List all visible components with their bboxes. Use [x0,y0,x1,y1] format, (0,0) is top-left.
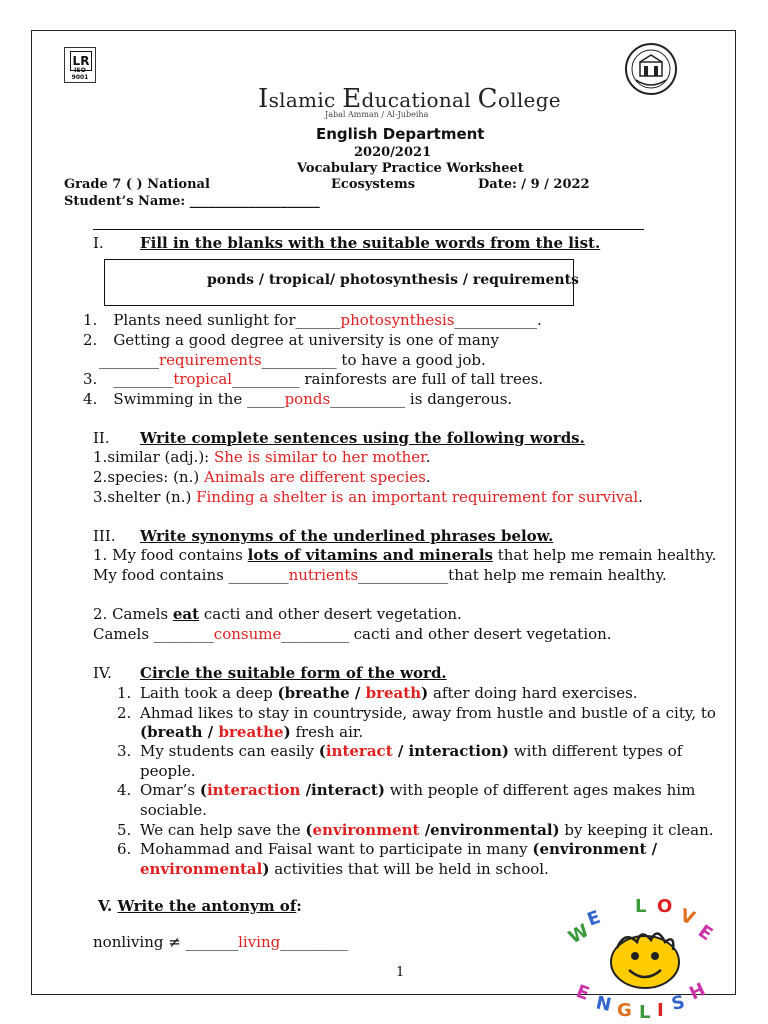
sticker-letter-e2: E [694,920,717,946]
s4-item-5-num: 5. [117,821,132,839]
sticker-letter-l: L [635,896,647,917]
s4-item-5: We can help save the (environment /environmental) by keeping it clean. [140,821,714,839]
s2-item-3: 3.shelter (n.) Finding a shelter is an important requirement for survival. [93,488,643,506]
s4-item-3-num: 3. [117,742,132,760]
s2-item-2: 2.species: (n.) Animals are different species. [93,468,431,486]
s2-item-1: 1.similar (adj.): She is similar to her mother. [93,448,431,466]
student-name-field: Student’s Name: ____________________ [64,194,320,209]
s1-item-4: 4. Swimming in the _____ponds__________ is dangerous. [83,390,513,408]
s4-item-6: Mohammad and Faisal want to participate in many (environment / [140,840,658,858]
sticker-letter-o: O [657,896,673,917]
department-title: English Department [316,125,485,143]
section-3-number: III. [93,527,116,545]
s1-item-3: 3. ________tropical_________ rainforests are full of tall trees. [83,370,544,388]
sticker-letter-s: S [669,991,687,1015]
word-list-box [104,259,579,306]
topic-label: Ecosystems [331,177,416,192]
section-4-title: Circle the suitable form of the word. [140,664,447,682]
section-1-number: I. [93,234,104,252]
academic-year: 2020/2021 [354,145,432,160]
we-love-english-sticker-icon [565,890,725,1020]
sticker-letter-e: E [584,906,604,931]
sticker-letter-v: V [677,904,698,930]
sticker-letter-e3: E [573,980,593,1005]
s4-item-2-cont: (breath / breathe) fresh air. [140,723,364,741]
sticker-letter-i: I [657,1000,664,1020]
s4-item-6-num: 6. [117,840,132,858]
sticker-letter-n: N [593,992,614,1017]
s5-question: nonliving ≠ _______living_________ [93,933,348,951]
sticker-letter-l2: L [639,1002,651,1020]
sticker-letter-w: W [565,920,593,949]
sticker-letter-h: H [686,979,709,1005]
s4-item-2-num: 2. [117,704,132,722]
grade-label: Grade 7 ( ) National [64,177,210,192]
college-name: Islamic Educational College [258,84,561,114]
s4-item-3: My students can easily (interact / interaction) with different types of [140,742,683,760]
word-list: ponds / tropical/ photosynthesis / requirements [207,272,579,288]
date-label: Date: / 9 / 2022 [478,177,590,192]
s4-item-2: Ahmad likes to stay in countryside, away from hustle and bustle of a city, to [140,704,716,722]
page-number: 1 [396,965,405,980]
s3-answer-1: My food contains ________nutrients____________that help me remain healthy. [93,566,667,584]
s3-question-2: 2. Camels eat cacti and other desert vegetation. [93,605,462,623]
s4-item-4-num: 4. [117,781,132,799]
iso-logo-mark: LR [70,51,92,71]
section-4-number: IV. [93,664,112,682]
worksheet-title: Vocabulary Practice Worksheet [297,161,524,176]
college-location: Jabal Amman / Al-Jubeiha [325,110,429,119]
s4-item-4: Omar’s (interaction /interact) with people of different ages makes him [140,781,696,799]
s3-answer-2: Camels ________consume_________ cacti and other desert vegetation. [93,625,612,643]
sticker-letter-g: G [617,1000,632,1020]
s4-item-1: Laith took a deep (breathe / breath) after doing hard exercises. [140,684,638,702]
section-3-title: Write synonyms of the underlined phrases below. [140,527,554,545]
section-5-heading: V. Write the antonym of: [98,897,302,915]
s4-item-3-cont: people. [140,762,196,780]
s3-question-1: 1. My food contains lots of vitamins and minerals that help me remain healthy. [93,546,717,564]
s1-item-1: 1. Plants need sunlight for______photosynthesis___________. [83,311,542,329]
iso-label: ISO 9001 [71,67,89,81]
s1-item-2-cont: ________requirements__________ to have a good job. [99,351,486,369]
header-divider [93,229,644,230]
s1-item-2: 2. Getting a good degree at university is one of many [83,331,499,349]
section-2-title: Write complete sentences using the following words. [140,429,585,447]
section-1-title: Fill in the blanks with the suitable words from the list. [140,234,601,252]
college-seal-icon [624,42,678,96]
s4-item-4-cont: sociable. [140,801,207,819]
iso-certification-logo [64,47,96,83]
s4-item-1-num: 1. [117,684,132,702]
section-2-number: II. [93,429,110,447]
s4-item-6-cont: environmental) activities that will be held in school. [140,860,549,878]
